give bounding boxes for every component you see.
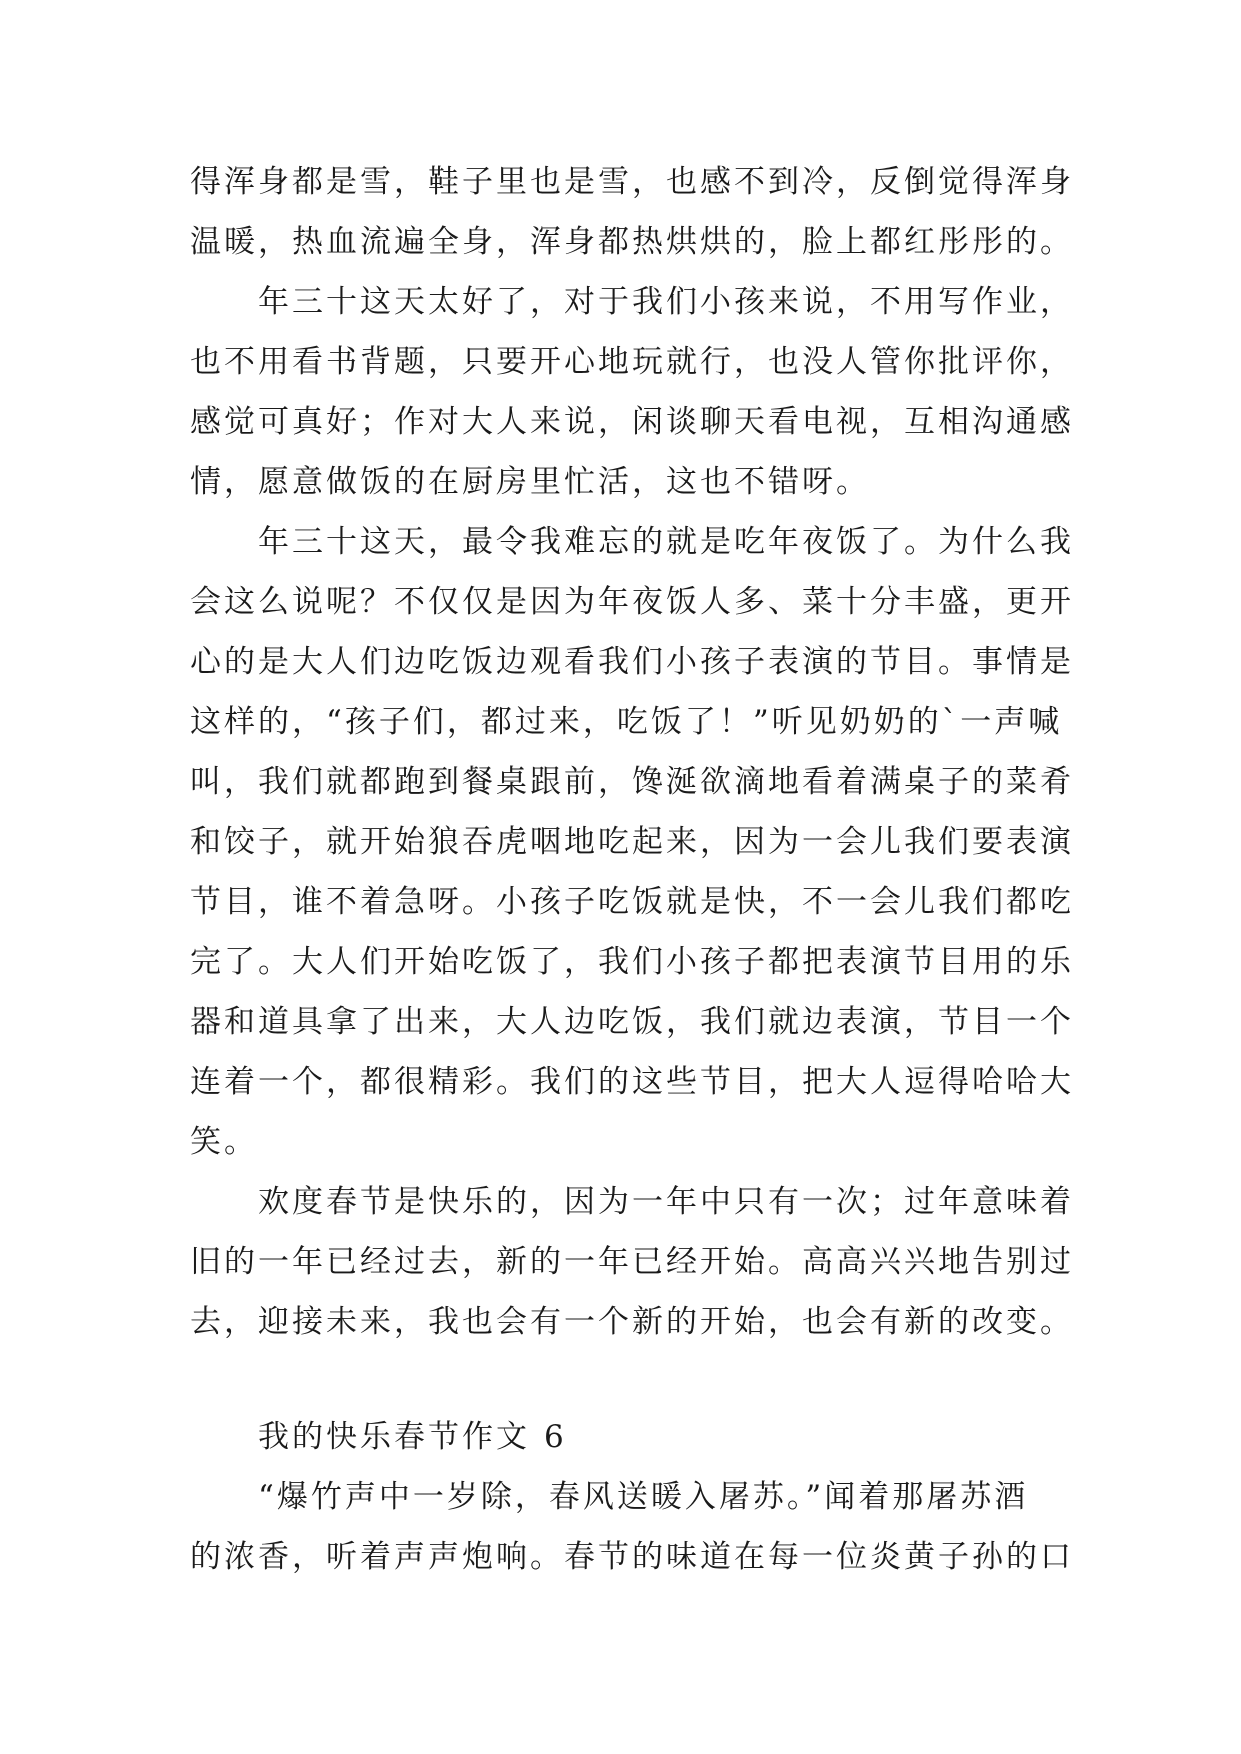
- text-line: 会这么说呢？不仅仅是因为年夜饭人多、菜十分丰盛，更开: [190, 584, 1074, 620]
- text-line: 也不用看书背题，只要开心地玩就行，也没人管你批评你，: [190, 344, 1074, 380]
- paragraph: [190, 272, 1074, 512]
- paragraph: [190, 512, 1074, 1172]
- text-line: 温暖，热血流遍全身，浑身都热烘烘的，脸上都红彤彤的。: [190, 224, 1074, 260]
- text-line: 这样的，“孩子们，都过来，吃饭了！”听见奶奶的`一声喊: [190, 704, 1063, 740]
- section-number: 6: [544, 1419, 567, 1455]
- text-line: “爆竹声中一岁除，春风送暖入屠苏。”闻着那屠苏酒: [258, 1479, 1029, 1515]
- document-body: [190, 152, 1074, 1587]
- text-line: 心的是大人们边吃饭边观看我们小孩子表演的节目。事情是: [190, 644, 1074, 680]
- section-title: 我的快乐春节作文: [258, 1419, 530, 1455]
- text-line: 年三十这天，最令我难忘的就是吃年夜饭了。为什么我: [258, 524, 1074, 560]
- text-line: 器和道具拿了出来，大人边吃饭，我们就边表演，节目一个: [190, 1004, 1074, 1040]
- text-line: 和饺子，就开始狼吞虎咽地吃起来，因为一会儿我们要表演: [190, 824, 1074, 860]
- text-line: 节目，谁不着急呀。小孩子吃饭就是快，不一会儿我们都吃: [190, 884, 1074, 920]
- text-line: 完了。大人们开始吃饭了，我们小孩子都把表演节目用的乐: [190, 944, 1074, 980]
- text-line: 感觉可真好；作对大人来说，闲谈聊天看电视，互相沟通感: [190, 404, 1074, 440]
- text-line: 得浑身都是雪，鞋子里也是雪，也感不到冷，反倒觉得浑身: [190, 164, 1074, 200]
- text-line: 笑。: [190, 1124, 258, 1160]
- text-line: 情，愿意做饭的在厨房里忙活，这也不错呀。: [190, 464, 870, 500]
- text-line: 的浓香，听着声声炮响。春节的味道在每一位炎黄子孙的口: [190, 1539, 1074, 1575]
- text-line: 叫，我们就都跑到餐桌跟前，馋涎欲滴地看着满桌子的菜肴: [190, 764, 1074, 800]
- paragraph: [190, 1467, 1074, 1587]
- paragraph: [190, 1172, 1074, 1352]
- text-line: 年三十这天太好了，对于我们小孩来说，不用写作业，: [258, 284, 1074, 320]
- text-line: 去，迎接未来，我也会有一个新的开始，也会有新的改变。: [190, 1304, 1074, 1340]
- paragraph: [190, 152, 1074, 272]
- text-line: 连着一个，都很精彩。我们的这些节目，把大人逗得哈哈大: [190, 1064, 1074, 1100]
- text-line: 旧的一年已经过去，新的一年已经开始。高高兴兴地告别过: [190, 1244, 1074, 1280]
- section-heading: [190, 1407, 1070, 1467]
- section-gap: [190, 1352, 1070, 1407]
- text-line: 欢度春节是快乐的，因为一年中只有一次；过年意味着: [258, 1184, 1074, 1220]
